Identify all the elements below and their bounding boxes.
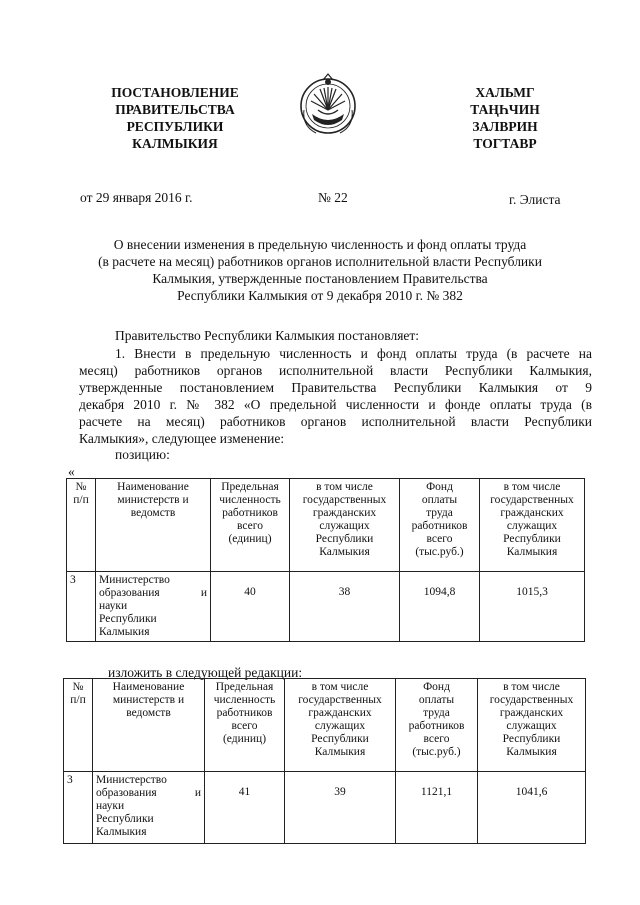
header-text: служащих (319, 520, 370, 532)
paragraph-1-line: утвержденные постановлением Правительства Республики Калмыкия от 9 (79, 380, 592, 395)
paragraph-1 (79, 345, 592, 447)
header-total-cell (205, 679, 285, 772)
title-line: Калмыкия, утвержденные постановлением Правительства (152, 271, 488, 286)
header-text: численность (213, 694, 276, 706)
header-text: п/п (73, 494, 89, 506)
header-text: ведомств (130, 507, 176, 519)
row-name-text: Республики (99, 613, 157, 625)
header-text: Калмыкия (506, 746, 557, 758)
title-line: Республики Калмыкия от 9 декабря 2010 г. № 382 (177, 288, 463, 303)
header-text: всего (423, 733, 450, 745)
header-text: Наименование (112, 681, 185, 693)
header-text: № (72, 681, 84, 693)
header-text: оплаты (421, 494, 458, 506)
header-text: Республики (315, 533, 374, 545)
header-total-cell (211, 479, 290, 572)
header-left-line: ПОСТАНОВЛЕНИЕ (111, 85, 239, 100)
header-right-line: ТАҢҺЧИН (470, 102, 540, 117)
header-num-cell (67, 479, 96, 572)
header-text: Фонд (426, 481, 453, 493)
row-num-cell: 3 (67, 572, 96, 642)
row-name-text: Калмыкия (96, 826, 147, 838)
row-fund-cell: 1094,8 (400, 572, 480, 642)
header-left-block (95, 84, 255, 152)
header-text: ведомств (126, 707, 171, 719)
header-text: гражданских (499, 707, 564, 719)
paragraph-1-line: декабря 2010 г. № 382 «О предельной численности и фонде оплаты труда (в (79, 397, 592, 412)
row-name-text: Министерство (96, 774, 167, 786)
intro-paragraph: Правительство Республики Калмыкия постановляет: (115, 328, 420, 343)
row-civil-cell: 39 (285, 772, 396, 844)
header-text: (тыс.руб.) (412, 746, 461, 758)
header-text: (единиц) (222, 733, 267, 745)
header-num-cell (64, 679, 93, 772)
row-name-text: и (200, 587, 207, 599)
header-right-line: ХАЛЬМГ (475, 85, 535, 100)
header-text: Калмыкия (314, 746, 366, 758)
header-civil-cell (285, 679, 396, 772)
header-text: Предельная (221, 481, 279, 493)
header-text: гражданских (308, 707, 372, 719)
header-right-line: ТОГТАВР (473, 136, 537, 151)
paragraph-1-line: Калмыкия», следующее изменение: (79, 431, 285, 446)
header-text: Предельная (215, 681, 274, 693)
header-text: работников (216, 707, 273, 719)
header-right-line: ЗАЛВРИН (472, 119, 538, 134)
row-name-justified (96, 787, 201, 800)
header-text: государственных (489, 694, 574, 706)
document-city: г. Элиста (509, 192, 561, 207)
header-text: численность (219, 494, 281, 506)
row-name-cell (96, 572, 211, 642)
kalmykia-coat-of-arms-icon (296, 70, 360, 142)
header-text: государственных (490, 494, 574, 506)
header-text: Республики (502, 733, 561, 745)
header-text: министерств и (117, 494, 189, 506)
header-text: гражданских (312, 507, 377, 519)
row-total-cell: 41 (205, 772, 285, 844)
header-text: государственных (302, 494, 387, 506)
table-header-row (64, 679, 586, 772)
row-name-text: науки (96, 800, 125, 812)
header-text: Наименование (117, 481, 189, 493)
header-civil-cell (290, 479, 400, 572)
document-number: № 22 (318, 190, 348, 205)
row-name-text: образования (96, 787, 157, 799)
header-fund-cell (396, 679, 478, 772)
header-text: служащих (314, 720, 366, 732)
header-fund-civil-cell (480, 479, 585, 572)
header-text: государственных (298, 694, 382, 706)
row-fund-cell: 1121,1 (396, 772, 478, 844)
position-table-old (66, 478, 585, 642)
header-text: в том числе (316, 481, 373, 493)
header-text: в том числе (503, 681, 560, 693)
header-right-block (445, 84, 565, 152)
header-fund-cell (400, 479, 480, 572)
header-text: Республики (311, 733, 369, 745)
row-total-cell: 40 (211, 572, 290, 642)
row-name-justified (99, 587, 207, 600)
header-text: оплаты (418, 694, 455, 706)
header-text: работников (411, 520, 468, 532)
row-fund-civil-cell: 1041,6 (478, 772, 586, 844)
header-text: Республики (503, 533, 561, 545)
row-civil-cell: 38 (290, 572, 400, 642)
header-text: работников (222, 507, 278, 519)
header-text: п/п (70, 694, 86, 706)
header-text: всего (231, 720, 258, 732)
header-text: Фонд (423, 681, 450, 693)
header-left-line: РЕСПУБЛИКИ (126, 119, 224, 134)
row-name-text: образования (99, 587, 160, 599)
paragraph-1-line: месяц) работников органов исполнительной власти Республики Калмыкия, (79, 363, 592, 378)
title-line: О внесении изменения в предельную численность и фонд оплаты труда (113, 237, 527, 252)
row-name-cell (93, 772, 205, 844)
header-text: всего (426, 533, 453, 545)
header-text: труда (426, 507, 453, 519)
header-text: министерств и (112, 694, 185, 706)
header-fund-civil-cell (478, 679, 586, 772)
header-text: Калмыкия (319, 546, 370, 558)
header-text: труда (423, 707, 450, 719)
header-text: в том числе (311, 681, 369, 693)
header-text: (единиц) (228, 533, 272, 545)
header-left-line: ПРАВИТЕЛЬСТВА (115, 102, 235, 117)
replace-label: изложить в следующей редакции: (108, 665, 303, 680)
header-text: служащих (506, 520, 558, 532)
header-text: в том числе (503, 481, 561, 493)
table-row (64, 772, 586, 844)
document-date: от 29 января 2016 г. (80, 190, 193, 205)
header-text: всего (237, 520, 263, 532)
position-table-new (63, 678, 586, 844)
position-label: позицию: (115, 447, 170, 462)
row-num-cell: 3 (64, 772, 93, 844)
table-row (67, 572, 585, 642)
row-name-text: науки (99, 600, 128, 612)
paragraph-1-line: 1. Внести в предельную численность и фонд оплаты труда (в расчете на (115, 346, 592, 361)
title-line: (в расчете на месяц) работников органов исполнительной власти Республики (98, 254, 542, 269)
paragraph-1-line: расчете на месяц) работников органов исполнительной власти Республики (79, 414, 592, 429)
header-left-line: КАЛМЫКИЯ (132, 136, 218, 151)
table-header-row (67, 479, 585, 572)
header-name-cell (96, 479, 211, 572)
header-text: служащих (506, 720, 557, 732)
header-text: (тыс.руб.) (415, 546, 464, 558)
header-name-cell (93, 679, 205, 772)
row-fund-civil-cell: 1015,3 (480, 572, 585, 642)
row-name-text: Министерство (99, 574, 170, 586)
header-text: работников (408, 720, 465, 732)
header-text: Калмыкия (506, 546, 558, 558)
row-name-text: Республики (96, 813, 154, 825)
quote-open: « (68, 464, 75, 479)
header-text: гражданских (500, 507, 564, 519)
row-name-text: и (194, 787, 201, 799)
document-title (60, 236, 580, 304)
header-text: № (75, 481, 87, 493)
row-name-text: Калмыкия (99, 626, 150, 638)
